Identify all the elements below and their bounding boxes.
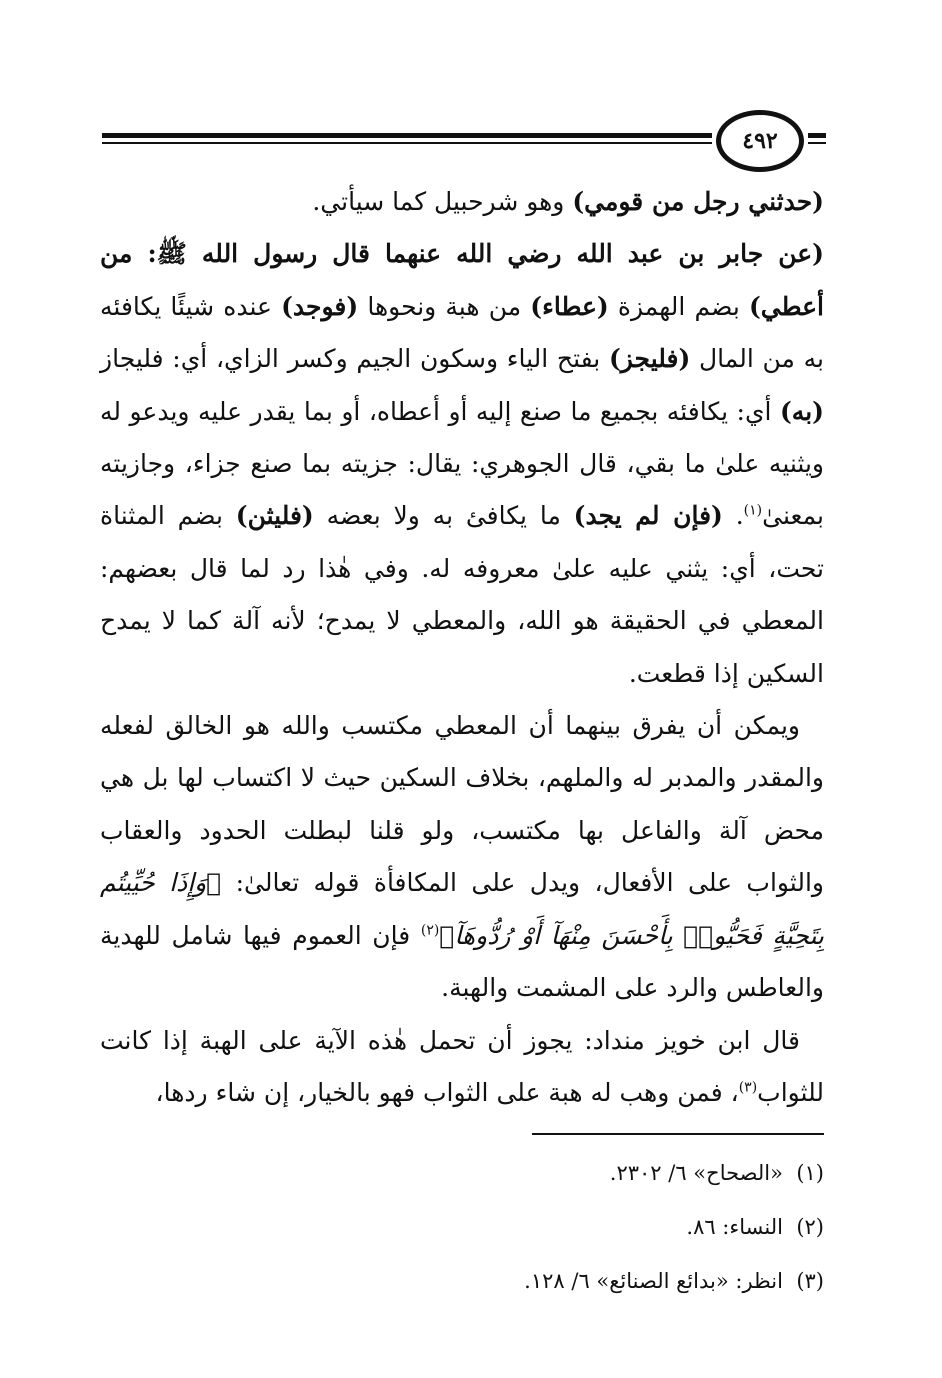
text-run: ويمكن أن يفرق بينهما أن المعطي مكتسب والله هو الخالق لفعله والمقدر والمدبر له والملهم، بخلاف السكين حيث لا اكتساب لها بل هي محض آلة والفاعل بها مكتسب، ولو قلنا لبطلت الحدود والعقاب والثواب على الأفعال، ويدل على المكافأة قوله تعالىٰ: — [100, 711, 824, 898]
page-number: ٤٩٢ — [716, 110, 804, 172]
footnote-text: النساء: ٨٦. — [686, 1215, 783, 1239]
bold-text: (عن جابر بن عبد الله رضي الله عنهما قال رسول الله ﷺ: من أعطي) — [100, 239, 824, 321]
footnote-ref-2[interactable]: (٢) — [420, 922, 440, 939]
footnotes — [100, 1146, 824, 1308]
paragraph-3 — [100, 700, 824, 1014]
text-run: أي: يكافئه بجميع ما صنع إليه أو أعطاه، أو بما يقدر عليه ويدعو له ويثنيه علىٰ ما بقي، قال الجوهري: يقال: جزيته بما صنع جزاء، وجازيته بمعنىٰ — [100, 396, 824, 531]
bold-text: (فوجد) — [281, 291, 359, 321]
bold-text: (فليثن) — [235, 501, 314, 531]
footnote-text: انظر: «بدائع الصنائع» ٦/ ١٢٨. — [524, 1269, 783, 1293]
footnote-number: (٣) — [796, 1269, 824, 1293]
footnote-item — [100, 1200, 824, 1254]
text-run: . — [722, 501, 744, 531]
footnote-item — [100, 1146, 824, 1200]
footnote-number: (٢) — [796, 1215, 824, 1239]
text-run: بضم الهمزة — [608, 291, 749, 321]
text-run: ما يكافئ به ولا بعضه — [313, 501, 574, 531]
text-run: بضم المثناة تحت، أي: يثني عليه علىٰ معروفه له. وفي هٰذا رد لما قال بعضهم: المعطي في الحقيقة هو الله، والمعطي لا يمدح؛ لأنه آلة كما لا يمدح السكين إذا قطعت. — [100, 501, 824, 688]
bold-text: (فليجز) — [608, 344, 691, 374]
header-rule-right-thin — [808, 142, 826, 144]
footnote-divider — [532, 1133, 824, 1135]
header-rule-thin — [102, 142, 712, 144]
text-run: فإن العموم فيها شامل للهدية والعاطس والرد على المشمت والهبة. — [100, 920, 824, 1003]
page-header — [102, 108, 826, 168]
footnote-ref-1[interactable]: (١) — [743, 503, 763, 520]
header-rule-right-thick — [808, 133, 826, 138]
footnote-number: (١) — [796, 1161, 824, 1185]
text-run: قال ابن خويز منداد: يجوز أن تحمل هٰذه الآية على الهبة إذا كانت للثواب — [100, 1025, 824, 1107]
quran-verse: ﴿وَإِذَا حُيِّيتُم بِتَحِيَّةٍ فَحَيُّوا۟ بِأَحْسَنَ مِنْهَآ أَوْ رُدُّوهَآ﴾ — [100, 868, 824, 950]
bold-text: (به) — [779, 396, 824, 426]
text-run: وهو شرحبيل كما سيأتي. — [312, 187, 573, 216]
footnote-item — [100, 1254, 824, 1308]
paragraph-1 — [100, 176, 824, 228]
paragraph-4 — [100, 1015, 824, 1120]
bold-text: (فإن لم يجد) — [573, 501, 723, 531]
bold-text: (حدثني رجل من قومي) — [572, 187, 824, 216]
bold-text: (عطاء) — [530, 291, 609, 321]
footnote-text: «الصحاح» ٦/ ٢٣٠٢. — [609, 1161, 783, 1185]
text-run: من هبة ونحوها — [358, 291, 531, 321]
paragraph-2 — [100, 228, 824, 700]
header-rule-thick — [102, 133, 712, 138]
text-run: بفتح الياء وسكون الجيم وكسر الزاي، أي: فليجاز — [100, 344, 609, 374]
text-run: عنده شيئًا يكافئه به من المال — [100, 291, 825, 374]
footnote-ref-3[interactable]: (٣) — [738, 1079, 758, 1096]
body-text — [100, 176, 824, 1119]
text-run: ، فمن وهب له هبة على الثواب فهو بالخيار، إن شاء ردها، — [155, 1077, 739, 1107]
